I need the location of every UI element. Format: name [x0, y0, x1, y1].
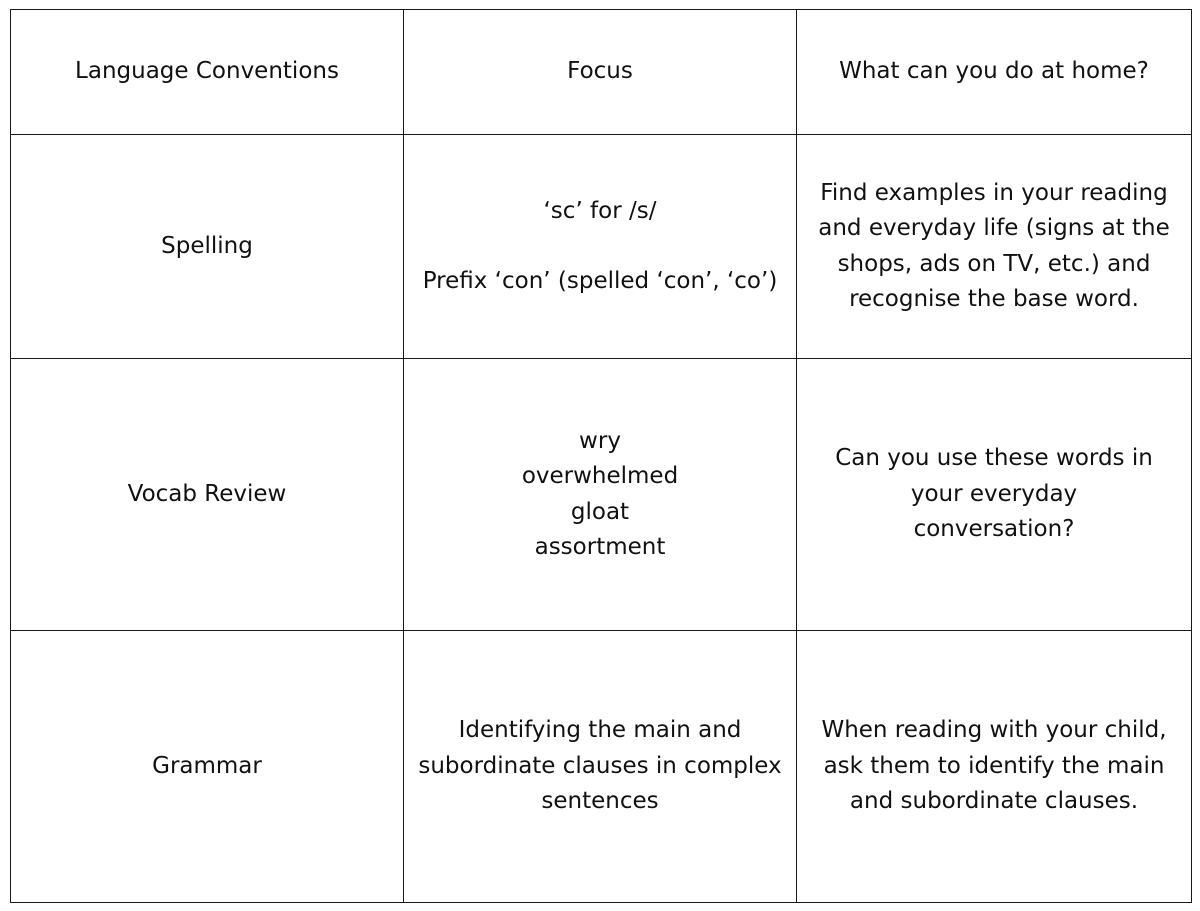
table-row-grammar	[11, 631, 1192, 903]
vocab-word: overwhelmed	[521, 463, 679, 489]
language-conventions-table	[10, 9, 1192, 903]
focus-cell-grammar: Identifying the main and subordinate clauses in complex sentences	[404, 631, 797, 903]
table-row-vocab-review	[11, 359, 1192, 631]
home-cell-vocab-review: Can you use these words in your everyday conversation?	[797, 359, 1192, 631]
header-focus: Focus	[404, 10, 797, 135]
focus-cell-vocab-review	[404, 359, 797, 631]
header-row	[11, 10, 1192, 135]
home-cell-grammar: When reading with your child, ask them to identify the main and subordinate clauses.	[797, 631, 1192, 903]
row-label-vocab-review: Vocab Review	[11, 359, 404, 631]
vocab-word: gloat	[570, 498, 630, 525]
focus-cell-spelling	[404, 135, 797, 359]
row-label-grammar: Grammar	[11, 631, 404, 903]
header-what-can-you-do-at-home: What can you do at home?	[797, 10, 1192, 135]
home-cell-spelling: Find examples in your reading and everyday life (signs at the shops, ads on TV, etc.) and recognise the base word.	[797, 135, 1192, 359]
focus-item: Prefix ‘con’ (spelled ‘con’, ‘co’)	[422, 268, 778, 294]
row-label-spelling: Spelling	[11, 135, 404, 359]
vocab-word: assortment	[534, 534, 666, 560]
header-language-conventions: Language Conventions	[11, 10, 404, 135]
table-row-spelling	[11, 135, 1192, 359]
focus-item: ‘sc’ for /s/	[543, 197, 657, 224]
vocab-word: wry	[579, 427, 621, 454]
